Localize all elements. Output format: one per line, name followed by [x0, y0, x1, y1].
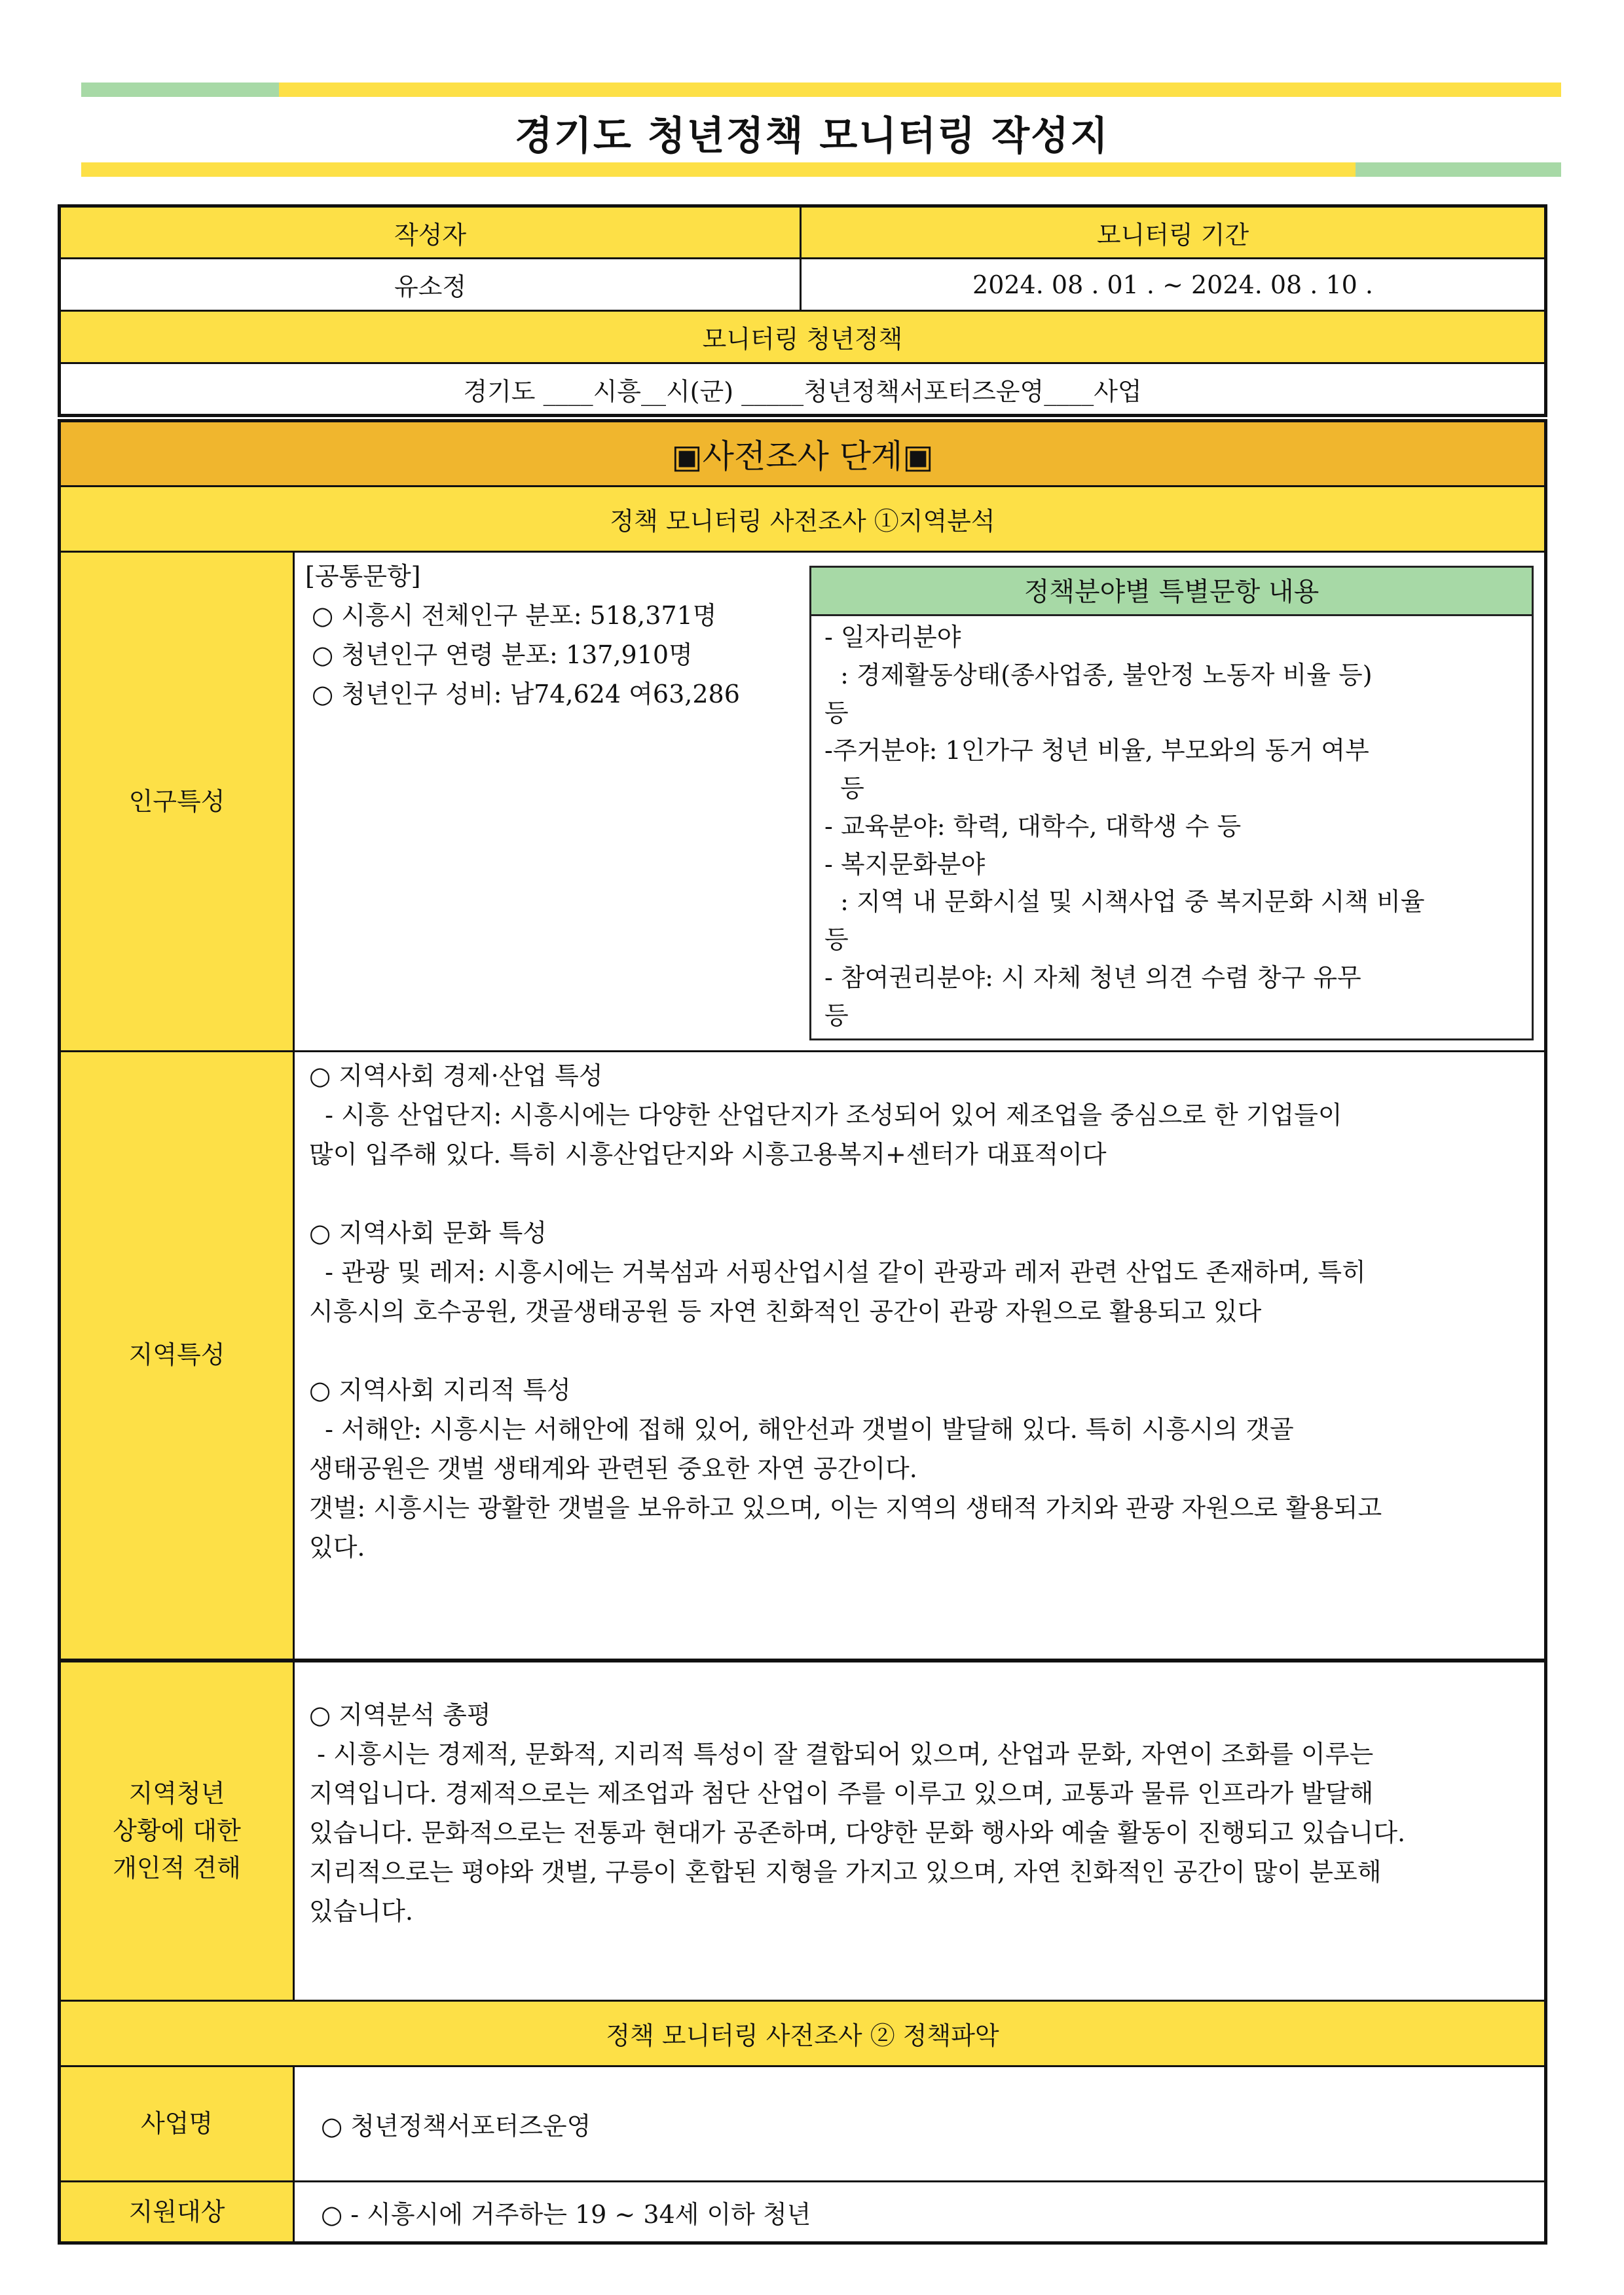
page-title: 경기도 청년정책 모니터링 작성지	[514, 113, 1110, 159]
special-line: : 지역 내 문화시설 및 시책사업 중 복지문화 시책 비율	[824, 887, 1425, 917]
special-line: 등	[824, 698, 849, 727]
info-table	[58, 204, 1547, 417]
section2-title: 정책 모니터링 사전조사 ② 정책파악	[60, 2001, 1546, 2066]
policy-value: 경기도 ____시흥__시(군) _____청년정책서포터즈운영____사업	[60, 363, 1546, 416]
opinion-label-line: 개인적 견해	[113, 1853, 241, 1882]
bottom-bar-green	[1356, 162, 1561, 177]
special-list	[811, 616, 1532, 1035]
region-line: - 관광 및 레저: 시흥시에는 거북섬과 서핑산업시설 같이 관광과 레저 관련 산업도 존재하며, 특히	[309, 1258, 1366, 1287]
stage-title: ▣사전조사 단계▣	[60, 421, 1546, 487]
period-label: 모니터링 기간	[801, 206, 1546, 259]
special-line: -주거분야: 1인가구 청년 비율, 부모와의 동거 여부	[824, 736, 1369, 765]
special-line: - 참여권리분야: 시 자체 청년 의견 수렴 창구 유무	[824, 963, 1361, 992]
special-line: - 일자리분야	[824, 623, 961, 652]
special-line: - 복지문화분야	[824, 849, 986, 879]
period-value: 2024. 08 . 01 . ~ 2024. 08 . 10 .	[801, 259, 1546, 311]
target-label: 지원대상	[60, 2182, 294, 2243]
region-line: ○ 지역사회 경제·산업 특성	[309, 1061, 603, 1090]
region-line: 시흥시의 호수공원, 갯골생태공원 등 자연 친화적인 공간이 관광 자원으로 활용되고 있다	[309, 1297, 1262, 1327]
top-bar-yellow	[279, 83, 1561, 97]
opinion-label-line: 상황에 대한	[113, 1816, 241, 1845]
section1-title: 정책 모니터링 사전조사 ①지역분석	[60, 487, 1546, 552]
author-label: 작성자	[60, 206, 801, 259]
special-line: - 교육분야: 학력, 대학수, 대학생 수 등	[824, 811, 1242, 841]
project-value: ○ 청년정책서포터즈운영	[294, 2066, 1546, 2182]
population-content	[294, 552, 1546, 1052]
common-item: ○ 청년인구 연령 분포: 137,910명	[312, 640, 693, 670]
policy-label: 모니터링 청년정책	[60, 311, 1546, 363]
opinion-content	[294, 1661, 1546, 2001]
target-value: ○ - 시흥시에 거주하는 19 ~ 34세 이하 청년	[294, 2182, 1546, 2243]
opinion-line: 지역입니다. 경제적으로는 제조업과 첨단 산업이 주를 이루고 있으며, 교통과 물류 인프라가 발달해	[309, 1778, 1374, 1808]
region-line: - 시흥 산업단지: 시흥시에는 다양한 산업단지가 조성되어 있어 제조업을 중심으로 한 기업들이	[309, 1101, 1342, 1130]
author-value: 유소정	[60, 259, 801, 311]
region-line: 생태공원은 갯벌 생태계와 관련된 중요한 자연 공간이다.	[309, 1454, 917, 1484]
special-box	[809, 566, 1534, 1040]
opinion-label	[60, 1661, 294, 2001]
opinion-line: ○ 지역분석 총평	[309, 1700, 491, 1729]
special-line: 등	[824, 1001, 849, 1030]
region-line: ○ 지역사회 문화 특성	[309, 1219, 547, 1248]
region-line: 많이 입주해 있다. 특히 시흥산업단지와 시흥고용복지+센터가 대표적이다	[309, 1140, 1107, 1169]
bottom-bar-yellow	[81, 162, 1356, 177]
opinion-line: 지리적으로는 평야와 갯벌, 구릉이 혼합된 지형을 가지고 있으며, 자연 친화적인 공간이 많이 분포해	[309, 1857, 1382, 1886]
region-line: ○ 지역사회 지리적 특성	[309, 1376, 571, 1405]
opinion-line: 있습니다. 문화적으로는 전통과 현대가 공존하며, 다양한 문화 행사와 예술 활동이 진행되고 있습니다.	[309, 1818, 1406, 1847]
region-line: 있다.	[309, 1533, 365, 1562]
survey-table	[58, 419, 1547, 2245]
special-title: 정책분야별 특별문항 내용	[811, 568, 1532, 616]
population-label: 인구특성	[60, 552, 294, 1052]
region-line: - 서해안: 시흥시는 서해안에 접해 있어, 해안선과 갯벌이 발달해 있다. 특히 시흥시의 갯골	[309, 1415, 1294, 1444]
region-line: 갯벌: 시흥시는 광활한 갯벌을 보유하고 있으며, 이는 지역의 생태적 가치와 관광 자원으로 활용되고	[309, 1494, 1382, 1523]
common-item: ○ 청년인구 성비: 남74,624 여63,286	[312, 680, 740, 709]
region-label: 지역특성	[60, 1052, 294, 1661]
special-line: : 경제활동상태(종사업종, 불안정 노동자 비율 등)	[824, 660, 1373, 689]
region-content	[294, 1052, 1546, 1661]
opinion-line: - 시흥시는 경제적, 문화적, 지리적 특성이 잘 결합되어 있으며, 산업과 문화, 자연이 조화를 이루는	[309, 1739, 1374, 1769]
opinion-label-line: 지역청년	[128, 1778, 225, 1808]
special-line: 등	[824, 925, 849, 954]
special-line: 등	[824, 774, 864, 803]
common-items	[305, 557, 740, 714]
common-title: [공통문항]	[305, 562, 421, 591]
opinion-line: 있습니다.	[309, 1896, 413, 1926]
common-item: ○ 시흥시 전체인구 분포: 518,371명	[312, 601, 717, 631]
project-label: 사업명	[60, 2066, 294, 2182]
top-bar-green	[81, 83, 279, 97]
